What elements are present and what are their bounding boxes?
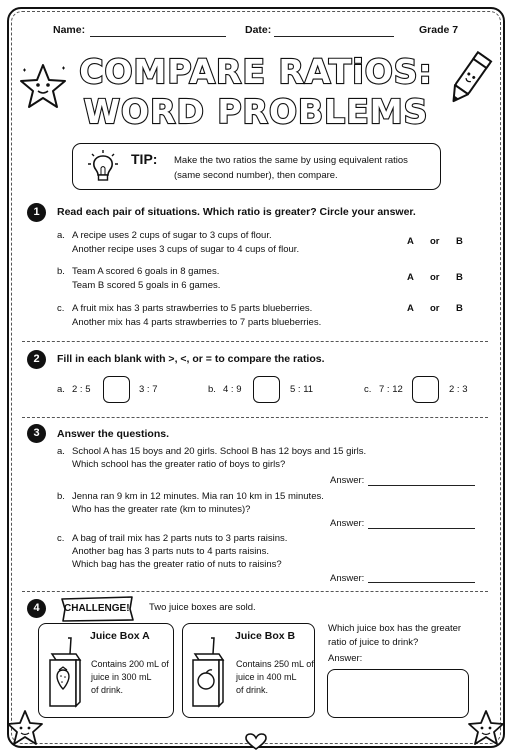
q1a-option-a[interactable]: A xyxy=(407,236,414,247)
q2b-letter: b. xyxy=(208,384,216,395)
juice-box-strawberry-icon xyxy=(46,636,84,710)
lightbulb-icon xyxy=(86,148,120,184)
star-doodle-icon xyxy=(5,708,45,748)
q2a-letter: a. xyxy=(57,384,65,395)
q1b-option-b[interactable]: B xyxy=(456,272,463,283)
question-4-number: 4 xyxy=(27,599,46,618)
q3c-answer-line[interactable] xyxy=(368,582,475,583)
section-divider xyxy=(22,341,488,342)
q1a-option-b[interactable]: B xyxy=(456,236,463,247)
q3c-line-1: A bag of trail mix has 2 parts nuts to 3 parts raisins. xyxy=(72,533,288,544)
juice-box-b-line-3: of drink. xyxy=(236,685,269,695)
q3c-line-3: Which bag has the greater ratio of nuts to raisins? xyxy=(72,559,282,570)
q4-question-line-1: Which juice box has the greater xyxy=(328,623,462,634)
q3c-letter: c. xyxy=(57,533,65,544)
question-2-number: 2 xyxy=(27,350,46,369)
q3a-line-2: Which school has the greater ratio of boys to girls? xyxy=(72,459,286,470)
q3a-letter: a. xyxy=(57,446,65,457)
q1b-option-a[interactable]: A xyxy=(407,272,414,283)
title-line-1: COMPARE RATiOS: xyxy=(79,52,433,91)
q1c-option-b[interactable]: B xyxy=(456,303,463,314)
pencil-doodle-icon xyxy=(443,48,495,110)
juice-box-a-line-1: Contains 200 mL of xyxy=(91,659,169,669)
q2c-left-ratio: 7 : 12 xyxy=(379,384,403,395)
q2a-left-ratio: 2 : 5 xyxy=(72,384,91,395)
q3c-line-2: Another bag has 3 parts nuts to 4 parts raisins. xyxy=(72,546,269,557)
q1a-line-2: Another recipe uses 3 cups of sugar to 4 cups of flour. xyxy=(72,244,300,255)
q1c-or: or xyxy=(430,303,440,314)
q1a-letter: a. xyxy=(57,230,65,241)
q3a-answer-line[interactable] xyxy=(368,485,475,486)
q1a-line-1: A recipe uses 2 cups of sugar to 3 cups of flour. xyxy=(72,230,272,241)
star-doodle-icon xyxy=(18,62,68,112)
q1c-letter: c. xyxy=(57,303,65,314)
juice-box-b-line-1: Contains 250 mL of xyxy=(236,659,314,669)
juice-box-b-line-2: juice in 400 mL xyxy=(236,672,297,682)
question-3-heading: Answer the questions. xyxy=(57,428,170,440)
tip-text: Make the two ratios the same by using equivalent ratios (same second number), then compare. xyxy=(174,155,408,181)
q3b-line-1: Jenna ran 9 km in 12 minutes. Mia ran 10 km in 15 minutes. xyxy=(72,491,324,502)
juice-box-a-line-3: of drink. xyxy=(91,685,124,695)
q2b-answer-box[interactable] xyxy=(253,376,280,403)
q3b-answer-label: Answer: xyxy=(330,518,365,529)
q4-answer-label: Answer: xyxy=(328,653,363,664)
q2b-right-ratio: 5 : 11 xyxy=(290,384,314,395)
question-1-number: 1 xyxy=(27,203,46,222)
q1b-line-1: Team A scored 6 goals in 8 games. xyxy=(72,266,220,277)
date-line[interactable] xyxy=(274,36,394,37)
q1c-line-1: A fruit mix has 3 parts strawberries to 5 parts blueberries. xyxy=(72,303,313,314)
q4-question-line-2: ratio of juice to drink? xyxy=(328,637,419,648)
juice-box-orange-icon xyxy=(189,636,227,710)
name-label: Name: xyxy=(53,24,86,36)
question-3-number: 3 xyxy=(27,424,46,443)
q2a-answer-box[interactable] xyxy=(103,376,130,403)
name-line[interactable] xyxy=(90,36,226,37)
question-1-heading: Read each pair of situations. Which ratio is greater? Circle your answer. xyxy=(57,206,416,218)
q1a-or: or xyxy=(430,236,440,247)
section-divider xyxy=(22,591,488,592)
challenge-label: CHALLENGE! xyxy=(64,603,130,614)
q3c-answer-label: Answer: xyxy=(330,573,365,584)
q3a-answer-label: Answer: xyxy=(330,475,365,486)
title-line-2: WORD PROBLEMS xyxy=(83,92,429,131)
q2c-right-ratio: 2 : 3 xyxy=(449,384,468,395)
q1b-line-2: Team B scored 5 goals in 6 games. xyxy=(72,280,221,291)
grade-label: Grade 7 xyxy=(419,24,459,36)
section-divider xyxy=(22,417,488,418)
q2c-letter: c. xyxy=(364,384,372,395)
q2b-left-ratio: 4 : 9 xyxy=(223,384,242,395)
date-label: Date: xyxy=(245,24,272,36)
q1b-letter: b. xyxy=(57,266,65,277)
q3b-line-2: Who has the greater rate (km to minutes)? xyxy=(72,504,251,515)
juice-box-a-title: Juice Box A xyxy=(90,630,150,642)
q3a-line-1: School A has 15 boys and 20 girls. School B has 12 boys and 15 girls. xyxy=(72,446,367,457)
tip-label: TIP: xyxy=(131,151,158,167)
q1b-or: or xyxy=(430,272,440,283)
q3b-letter: b. xyxy=(57,491,65,502)
q2a-right-ratio: 3 : 7 xyxy=(139,384,158,395)
juice-box-a-line-2: juice in 300 mL xyxy=(91,672,152,682)
q1c-option-a[interactable]: A xyxy=(407,303,414,314)
q1c-line-2: Another mix has 4 parts strawberries to 7 parts blueberries. xyxy=(72,317,322,328)
juice-box-b-title: Juice Box B xyxy=(235,630,296,642)
q2c-answer-box[interactable] xyxy=(412,376,439,403)
q4-answer-box[interactable] xyxy=(327,669,469,718)
challenge-intro: Two juice boxes are sold. xyxy=(149,602,256,613)
question-2-heading: Fill in each blank with >, <, or = to compare the ratios. xyxy=(57,353,325,365)
star-doodle-icon xyxy=(466,708,506,748)
heart-icon xyxy=(245,733,267,751)
q3b-answer-line[interactable] xyxy=(368,528,475,529)
